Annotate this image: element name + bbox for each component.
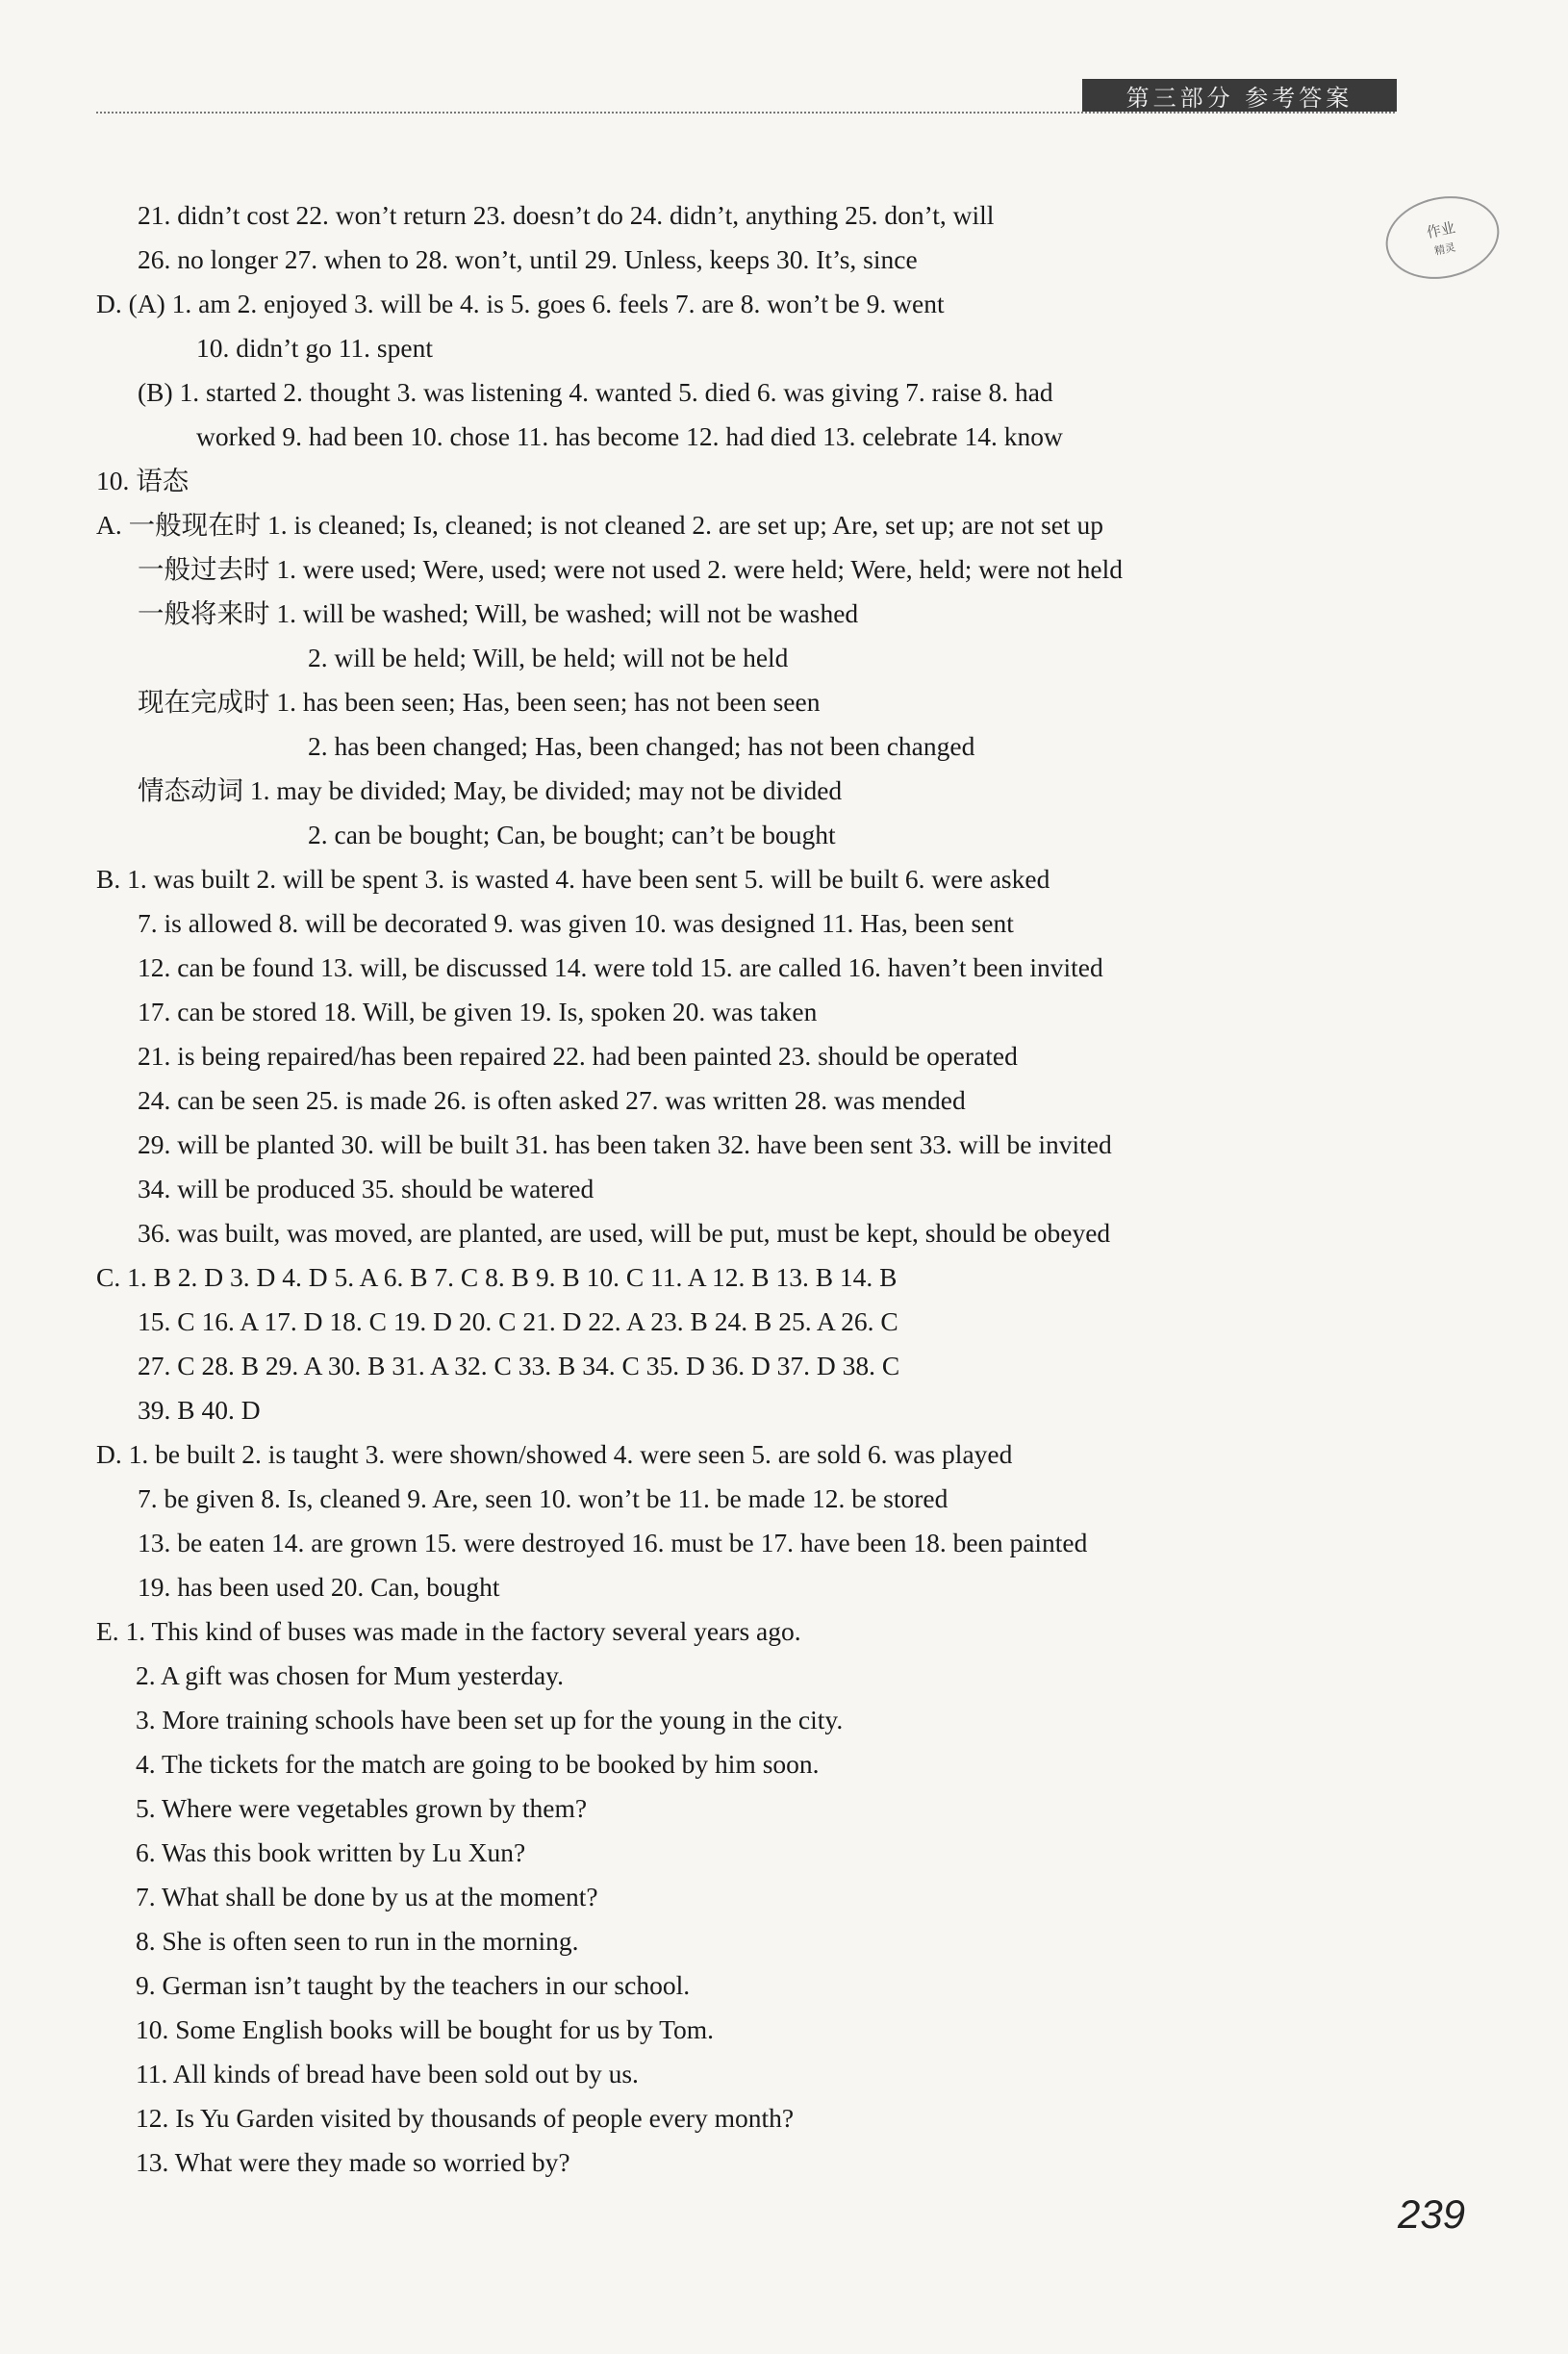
answer-line: 3. More training schools have been set up for the young in the city. <box>136 1705 844 1734</box>
section-heading: 10. 语态 <box>96 466 190 495</box>
answer-line: D. (A) 1. am 2. enjoyed 3. will be 4. is 5. goes 6. feels 7. are 8. won’t be 9. went <box>96 289 945 318</box>
answer-line: 9. German isn’t taught by the teachers in our school. <box>136 1970 691 2000</box>
answer-line: B. 1. was built 2. will be spent 3. is wasted 4. have been sent 5. will be built 6. were asked <box>96 864 1050 894</box>
answer-line: 7. What shall be done by us at the moment? <box>136 1882 598 1911</box>
answer-line: 现在完成时 1. has been seen; Has, been seen; has not been seen <box>138 687 821 717</box>
answer-line: 19. has been used 20. Can, bought <box>138 1572 500 1602</box>
answer-line: 36. was built, was moved, are planted, are used, will be put, must be kept, should be obeyed <box>138 1218 1111 1248</box>
answer-line: 2. has been changed; Has, been changed; has not been changed <box>308 731 975 761</box>
answer-line: 13. be eaten 14. are grown 15. were destroyed 16. must be 17. have been 18. been painted <box>138 1528 1088 1557</box>
answer-line: 21. didn’t cost 22. won’t return 23. doesn’t do 24. didn’t, anything 25. don’t, will <box>138 200 995 230</box>
answer-line: 情态动词 1. may be divided; May, be divided; may not be divided <box>138 775 843 805</box>
answer-line: 15. C 16. A 17. D 18. C 19. D 20. C 21. D 22. A 23. B 24. B 25. A 26. C <box>138 1306 898 1336</box>
stamp-text-top: 作业 <box>1425 217 1457 241</box>
answer-line: E. 1. This kind of buses was made in the factory several years ago. <box>96 1616 801 1646</box>
answer-line: (B) 1. started 2. thought 3. was listening 4. wanted 5. died 6. was giving 7. raise 8. had <box>138 377 1053 407</box>
answer-line: 17. can be stored 18. Will, be given 19. Is, spoken 20. was taken <box>138 997 818 1026</box>
answer-line: 2. will be held; Will, be held; will not be held <box>308 643 789 672</box>
answer-line: 10. Some English books will be bought for us by Tom. <box>136 2014 715 2044</box>
answer-line: 6. Was this book written by Lu Xun? <box>136 1837 526 1867</box>
answer-line: C. 1. B 2. D 3. D 4. D 5. A 6. B 7. C 8. B 9. B 10. C 11. A 12. B 13. B 14. B <box>96 1262 898 1292</box>
answer-line: A. 一般现在时 1. is cleaned; Is, cleaned; is not cleaned 2. are set up; Are, set up; are not set up <box>96 510 1104 540</box>
answer-line: 24. can be seen 25. is made 26. is often asked 27. was written 28. was mended <box>138 1085 966 1115</box>
page-number: 239 <box>1398 2191 1466 2237</box>
answer-line: 一般将来时 1. will be washed; Will, be washed; will not be washed <box>138 598 859 628</box>
answer-line: 12. can be found 13. will, be discussed 14. were told 15. are called 16. haven’t been invited <box>138 952 1103 982</box>
answer-line: 10. didn’t go 11. spent <box>196 333 433 363</box>
answer-line: 8. She is often seen to run in the morning. <box>136 1926 579 1956</box>
watermark-stamp <box>1378 187 1507 290</box>
answer-line: 2. A gift was chosen for Mum yesterday. <box>136 1660 565 1690</box>
answer-line: 一般过去时 1. were used; Were, used; were not used 2. were held; Were, held; were not held <box>138 554 1123 584</box>
answer-line: 26. no longer 27. when to 28. won’t, until 29. Unless, keeps 30. It’s, since <box>138 244 918 274</box>
stamp-text-bottom: 精灵 <box>1432 240 1457 258</box>
section-header-label: 第三部分 参考答案 <box>1082 79 1397 112</box>
answer-line: 34. will be produced 35. should be watered <box>138 1174 594 1203</box>
answer-line: 27. C 28. B 29. A 30. B 31. A 32. C 33. B 34. C 35. D 36. D 37. D 38. C <box>138 1351 900 1380</box>
answer-line: 13. What were they made so worried by? <box>136 2147 570 2177</box>
answer-line: 5. Where were vegetables grown by them? <box>136 1793 588 1823</box>
header-dotted-rule <box>96 112 1395 114</box>
answer-line: 11. All kinds of bread have been sold out by us. <box>136 2059 639 2088</box>
answer-line: 7. be given 8. Is, cleaned 9. Are, seen 10. won’t be 11. be made 12. be stored <box>138 1483 948 1513</box>
answer-line: 39. B 40. D <box>138 1395 261 1425</box>
answer-line: worked 9. had been 10. chose 11. has become 12. had died 13. celebrate 14. know <box>196 421 1063 451</box>
answer-line: 7. is allowed 8. will be decorated 9. was given 10. was designed 11. Has, been sent <box>138 908 1014 938</box>
answer-line: 4. The tickets for the match are going to be booked by him soon. <box>136 1749 820 1779</box>
answer-line: D. 1. be built 2. is taught 3. were shown/showed 4. were seen 5. are sold 6. was played <box>96 1439 1013 1469</box>
answer-line: 2. can be bought; Can, be bought; can’t be bought <box>308 820 836 849</box>
answer-line: 12. Is Yu Garden visited by thousands of people every month? <box>136 2103 795 2133</box>
answer-line: 29. will be planted 30. will be built 31. has been taken 32. have been sent 33. will be invited <box>138 1129 1112 1159</box>
answer-line: 21. is being repaired/has been repaired 22. had been painted 23. should be operated <box>138 1041 1018 1071</box>
